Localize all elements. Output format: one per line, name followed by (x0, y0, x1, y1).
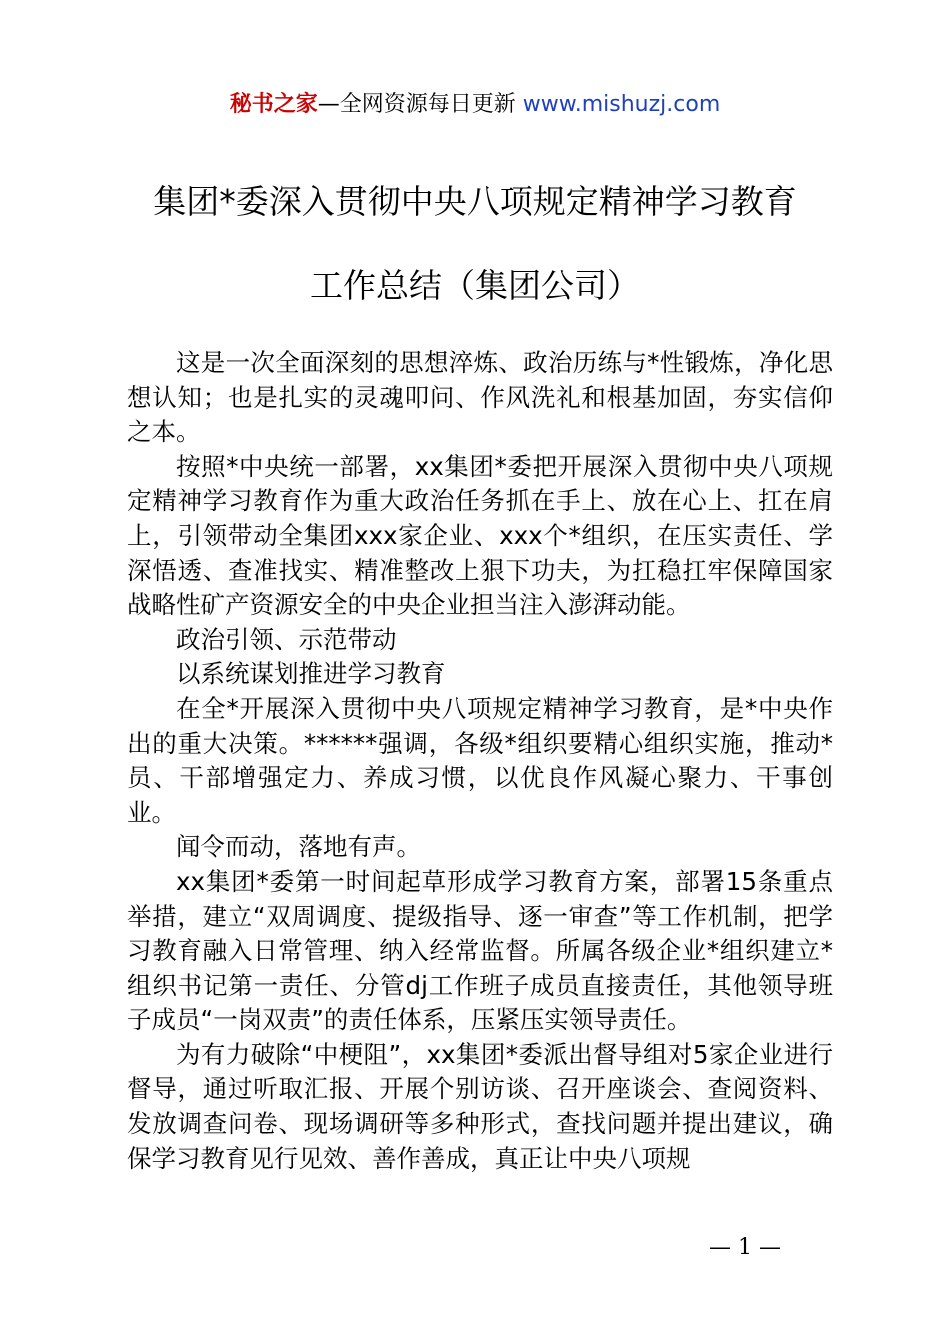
paragraph: xx集团*委第一时间起草形成学习教育方案，部署15条重点举措，建立“双周调度、提级指导、逐一审查”等工作机制，把学习教育融入日常管理、纳入经常监督。所属各级企业*组织建立*组织书记第一责任、分管dj工作班子成员直接责任，其他领导班子成员“一岗双责”的责任体系，压紧压实领导责任。 (127, 866, 833, 1035)
paragraph: 在全*开展深入贯彻中央八项规定精神学习教育，是*中央作出的重大决策。******强调，各级*组织要精心组织实施，推动*员、干部增强定力、养成习惯，以优良作风凝心聚力、干事创业。 (127, 693, 833, 827)
section-subheading: 以系统谋划推进学习教育 (176, 659, 446, 689)
site-brand: 秘书之家 (229, 92, 318, 117)
page-number: — 1 — (709, 1235, 781, 1260)
document-body (127, 346, 833, 1176)
section-heading: 政治引领、示范带动 (176, 624, 397, 654)
paragraph: 闻令而动，落地有声。 (176, 832, 421, 862)
paragraph: 为有力破除“中梗阻”，xx集团*委派出督导组对5家企业进行督导，通过听取汇报、开展个别访谈、召开座谈会、查阅资料、发放调查问卷、现场调研等多种形式，查找问题并提出建议，确保学习教育见行见效、善作善成，真正让中央八项规 (127, 1039, 833, 1173)
document-title (100, 160, 850, 328)
paragraph: 按照*中央统一部署，xx集团*委把开展深入贯彻中央八项规定精神学习教育作为重大政治任务抓在手上、放在心上、扛在肩上，引领带动全集团xxx家企业、xxx个*组织，在压实责任、学深悟透、查准找实、精准整改上狠下功夫，为扛稳扛牢保障国家战略性矿产资源安全的中央企业担当注入澎湃动能。 (127, 451, 833, 620)
paragraph: 这是一次全面深刻的思想淬炼、政治历练与*性锻炼，净化思想认知；也是扎实的灵魂叩问、作风洗礼和根基加固，夯实信仰之本。 (127, 348, 833, 447)
title-line-1: 集团*委深入贯彻中央八项规定精神学习教育 (153, 182, 797, 221)
site-tagline: —全网资源每日更新 (317, 92, 523, 117)
site-url[interactable]: www.mishuzj.com (522, 92, 721, 117)
site-header (0, 88, 950, 122)
title-line-2: 工作总结（集团公司） (310, 266, 640, 305)
